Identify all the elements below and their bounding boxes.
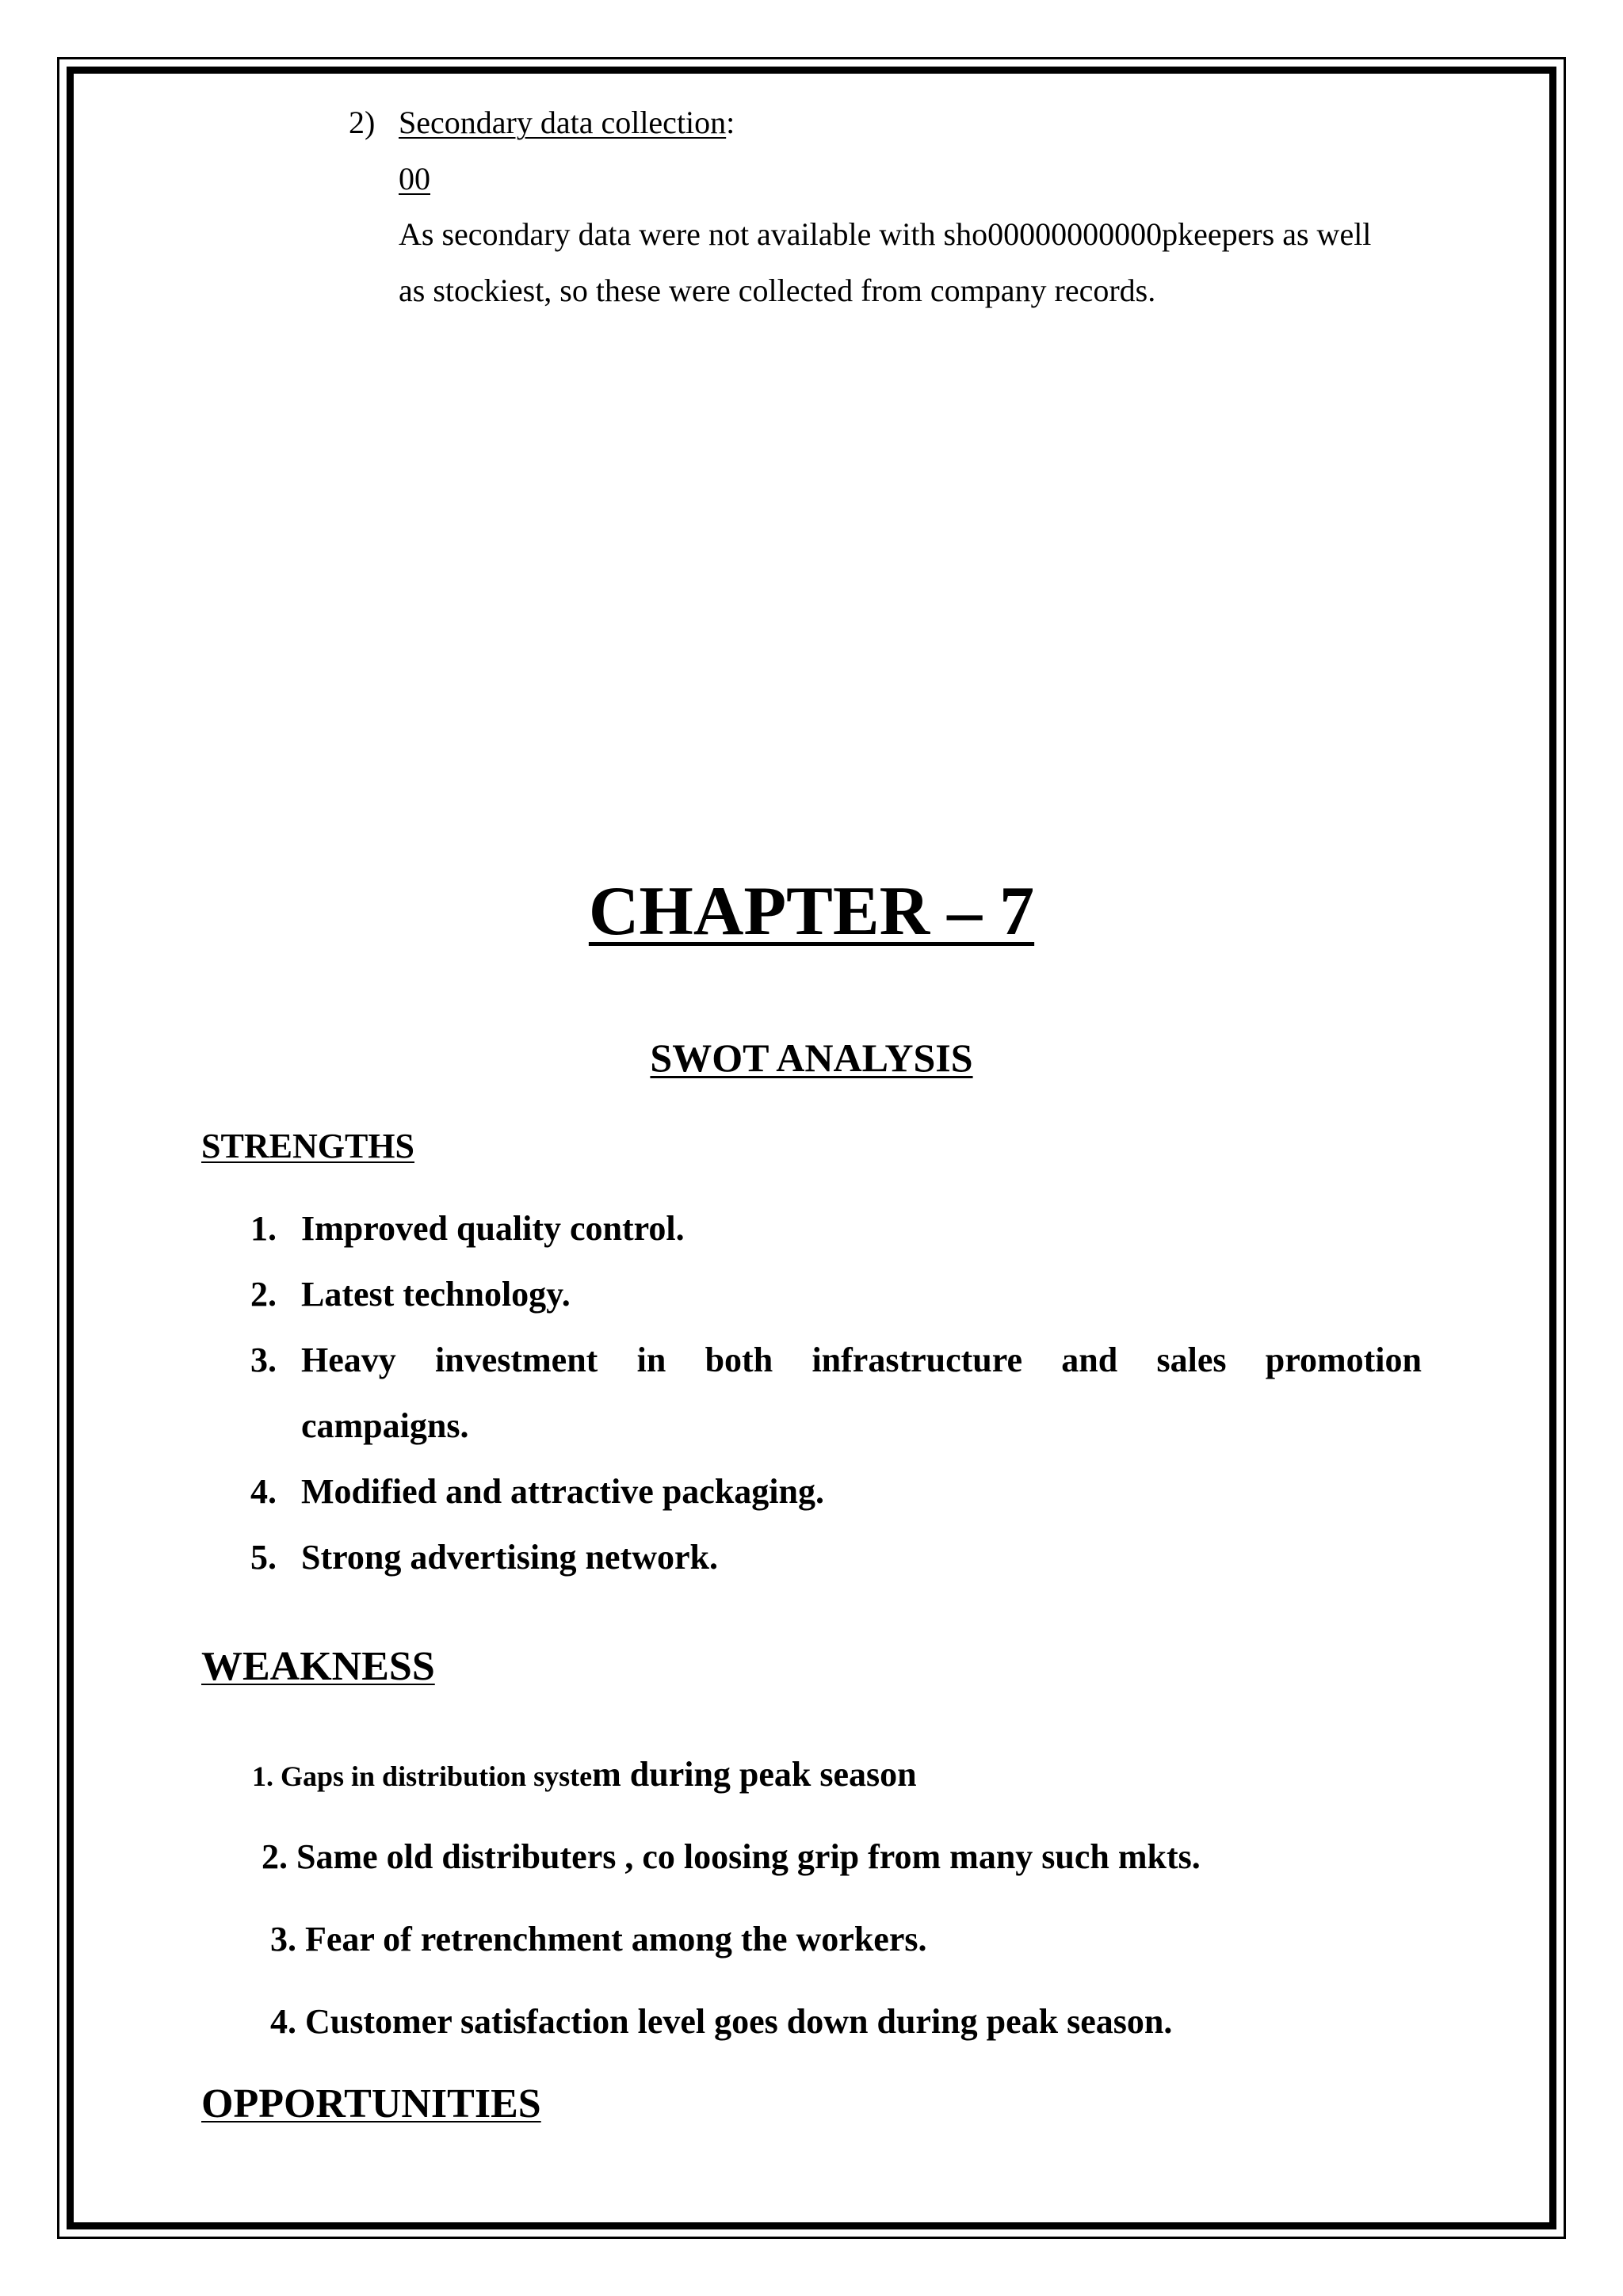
strength-3-word: infrastructure [812, 1341, 1023, 1379]
strength-1-number: 1. [250, 1209, 277, 1248]
secondary-number: 2) [349, 105, 376, 140]
strength-1-text: Improved quality control. [301, 1209, 685, 1248]
weakness-4: 4. Customer satisfaction level goes down during peak season. [270, 2002, 1173, 2041]
strength-3-word: investment [435, 1341, 598, 1379]
strength-3-number: 3. [250, 1341, 277, 1379]
weakness-1-small-text: 1. Gaps in distribution syste [252, 1760, 593, 1792]
strength-3-continuation: campaigns. [301, 1406, 469, 1445]
strength-5-text: Strong advertising network. [301, 1538, 718, 1577]
strength-3-word: promotion [1265, 1341, 1422, 1379]
secondary-title [399, 104, 735, 141]
strength-3-word: and [1061, 1341, 1118, 1379]
weakness-2: 2. Same old distributers , co loosing grip from many such mkts. [262, 1837, 1201, 1876]
strengths-heading: STRENGTHS [201, 1127, 414, 1165]
secondary-paragraph-line-1: As secondary data were not available with sho00000000000pkeepers as well [399, 216, 1372, 252]
strength-2-text: Latest technology. [301, 1275, 571, 1314]
strength-3-text [301, 1340, 1422, 1380]
strength-3-word: in [636, 1341, 666, 1379]
weakness-1-large-text: m during peak season [592, 1755, 917, 1794]
weakness-3: 3. Fear of retrenchment among the workers. [270, 1920, 927, 1958]
strength-4-text: Modified and attractive packaging. [301, 1472, 824, 1511]
chapter-title: CHAPTER – 7 [588, 873, 1035, 950]
strength-3-word: Heavy [301, 1341, 396, 1379]
strength-3-word: sales [1156, 1341, 1227, 1379]
opportunities-heading: OPPORTUNITIES [201, 2081, 541, 2126]
strength-4-number: 4. [250, 1472, 277, 1511]
secondary-title-text: Secondary data collection [399, 105, 727, 140]
strength-3-word: both [705, 1341, 773, 1379]
strength-2-number: 2. [250, 1275, 277, 1314]
swot-heading [0, 1035, 1623, 1081]
weakness-1 [252, 1754, 917, 1794]
swot-title: SWOT ANALYSIS [650, 1035, 973, 1080]
weakness-heading: WEAKNESS [201, 1644, 435, 1689]
chapter-heading [0, 871, 1623, 952]
secondary-title-colon: : [726, 105, 735, 140]
secondary-paragraph-line-2: as stockiest, so these were collected from company records. [399, 273, 1156, 308]
strength-5-number: 5. [250, 1538, 277, 1577]
secondary-zeros: 00 [399, 161, 430, 196]
